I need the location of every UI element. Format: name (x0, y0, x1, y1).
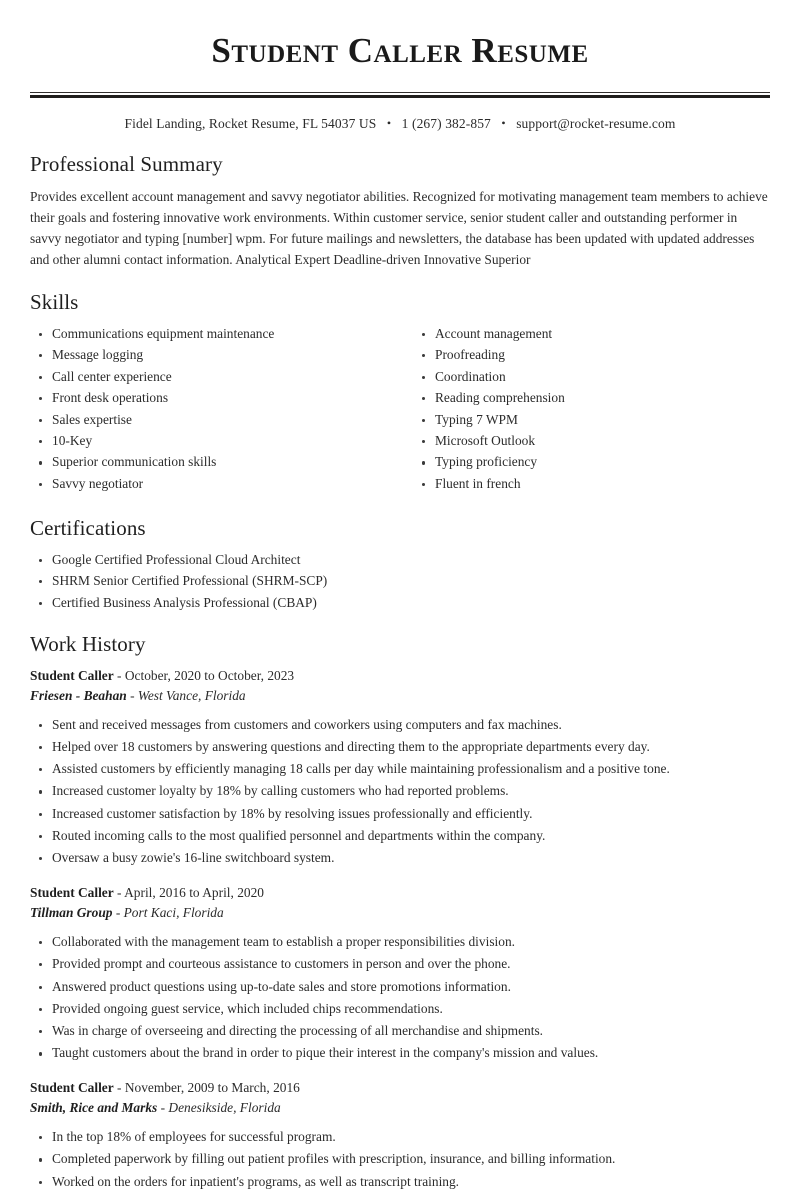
job-company: Smith, Rice and Marks (30, 1100, 158, 1116)
skills-column-right (400, 325, 770, 497)
job-bullet-list (30, 716, 770, 868)
list-item: Communications equipment maintenance (30, 325, 400, 343)
section-skills (30, 290, 770, 496)
list-item: Typing 7 WPM (413, 411, 770, 429)
job-title-dash: - (113, 1080, 125, 1096)
section-work-history (30, 632, 770, 1191)
contact-phone: 1 (267) 382-857 (401, 115, 491, 131)
header-divider (30, 92, 770, 98)
job-bullet: Helped over 18 customers by answering questions and directing them to the appropriate departments every day. (30, 738, 770, 756)
job-bullet: Assisted customers by efficiently managing 18 calls per day while maintaining professionalism and a positive tone. (30, 760, 770, 778)
job-location: Denesikside, Florida (168, 1100, 281, 1116)
job-bullet-list (30, 1128, 770, 1191)
job-company-line (30, 903, 770, 923)
section-certifications (30, 516, 770, 611)
job-title-dash: - (113, 885, 125, 901)
job-location: Port Kaci, Florida (123, 905, 224, 921)
job-bullet: Worked on the orders for inpatient's programs, as well as transcript training. (30, 1173, 770, 1191)
skills-list-right (413, 325, 770, 493)
list-item: Superior communication skills (30, 453, 400, 471)
job-company-dash: - (157, 1100, 169, 1116)
list-item: Reading comprehension (413, 389, 770, 407)
list-item: SHRM Senior Certified Professional (SHRM-SCP) (30, 572, 770, 590)
job-title-dash: - (113, 667, 125, 683)
job-company-dash: - (126, 687, 138, 703)
job-dates: April, 2016 to April, 2020 (124, 885, 264, 901)
job-company-line (30, 1098, 770, 1118)
list-item: Coordination (413, 368, 770, 386)
list-item: Savvy negotiator (30, 475, 400, 493)
contact-address: Fidel Landing, Rocket Resume, FL 54037 US (124, 115, 377, 131)
job-bullet: Taught customers about the brand in order to pique their interest in the company's mission and values. (30, 1044, 770, 1062)
job-company: Tillman Group (30, 905, 113, 921)
contact-separator-2: • (501, 115, 506, 130)
page-title: Student Caller Resume (211, 31, 589, 70)
divider-thick-line (30, 95, 770, 98)
section-professional-summary (30, 152, 770, 271)
job-title-line (30, 666, 770, 686)
certifications-list (30, 551, 770, 612)
job-company-dash: - (112, 905, 124, 921)
list-item: 10-Key (30, 432, 400, 450)
job-company: Friesen - Beahan (30, 687, 127, 703)
work-history-entries (30, 666, 770, 1191)
job-title: Student Caller (30, 667, 114, 683)
summary-paragraph: Provides excellent account management and savvy negotiator abilities. Recognized for motivating management team members to achieve their goals and fostering innovative work environments. Within customer service, senior student caller and outstanding performer in savvy negotiator and typing [number] wpm. For future mailings and newsletters, the database has been updated with updated addresses and other alumni contact information. Analytical Expert Deadline-driven Innovative Superior (30, 188, 768, 268)
contact-separator-1: • (386, 115, 392, 130)
job-dates: October, 2020 to October, 2023 (124, 667, 295, 683)
section-heading-certifications: Certifications (30, 516, 146, 541)
job-company-line (30, 686, 770, 706)
job-title: Student Caller (30, 1080, 114, 1096)
work-history-entry (30, 666, 770, 867)
job-bullet: Oversaw a busy zowie's 16-line switchboard system. (30, 849, 770, 867)
job-bullet: Sent and received messages from customers and coworkers using computers and fax machines. (30, 716, 770, 734)
job-bullet: Was in charge of overseeing and directing the processing of all merchandise and shipments. (30, 1022, 770, 1040)
list-item: Call center experience (30, 368, 400, 386)
job-bullet: In the top 18% of employees for successful program. (30, 1128, 770, 1146)
list-item: Certified Business Analysis Professional (CBAP) (30, 594, 770, 612)
job-bullet: Provided prompt and courteous assistance to customers in person and over the phone. (30, 955, 770, 973)
skills-list-left (30, 325, 400, 493)
list-item: Account management (413, 325, 770, 343)
contact-line (30, 116, 770, 132)
list-item: Front desk operations (30, 389, 400, 407)
job-bullet: Provided ongoing guest service, which included chips recommendations. (30, 1000, 770, 1018)
list-item: Fluent in french (413, 475, 770, 493)
job-bullet-list (30, 933, 770, 1063)
skills-columns (30, 325, 770, 497)
job-bullet: Increased customer satisfaction by 18% by resolving issues professionally and efficiently. (30, 805, 770, 823)
section-heading-summary: Professional Summary (30, 151, 223, 176)
work-history-entry (30, 1078, 770, 1190)
section-heading-work-history: Work History (30, 631, 146, 656)
job-location: West Vance, Florida (137, 687, 246, 703)
list-item: Message logging (30, 346, 400, 364)
list-item: Google Certified Professional Cloud Architect (30, 551, 770, 569)
skills-column-left (30, 325, 400, 497)
list-item: Typing proficiency (413, 453, 770, 471)
section-heading-skills: Skills (30, 290, 79, 315)
contact-email[interactable]: support@rocket-resume.com (516, 115, 676, 131)
job-title-line (30, 1078, 770, 1098)
job-dates: November, 2009 to March, 2016 (124, 1080, 300, 1096)
list-item: Sales expertise (30, 411, 400, 429)
job-bullet: Routed incoming calls to the most qualified personnel and departments within the company. (30, 827, 770, 845)
list-item: Proofreading (413, 346, 770, 364)
job-title: Student Caller (30, 885, 114, 901)
job-bullet: Completed paperwork by filling out patient profiles with prescription, insurance, and billing information. (30, 1150, 770, 1168)
job-bullet: Answered product questions using up-to-date sales and store promotions information. (30, 978, 770, 996)
job-title-line (30, 883, 770, 903)
list-item: Microsoft Outlook (413, 432, 770, 450)
job-bullet: Increased customer loyalty by 18% by calling customers who had reported problems. (30, 782, 770, 800)
work-history-entry (30, 883, 770, 1062)
job-bullet: Collaborated with the management team to establish a proper responsibilities division. (30, 933, 770, 951)
